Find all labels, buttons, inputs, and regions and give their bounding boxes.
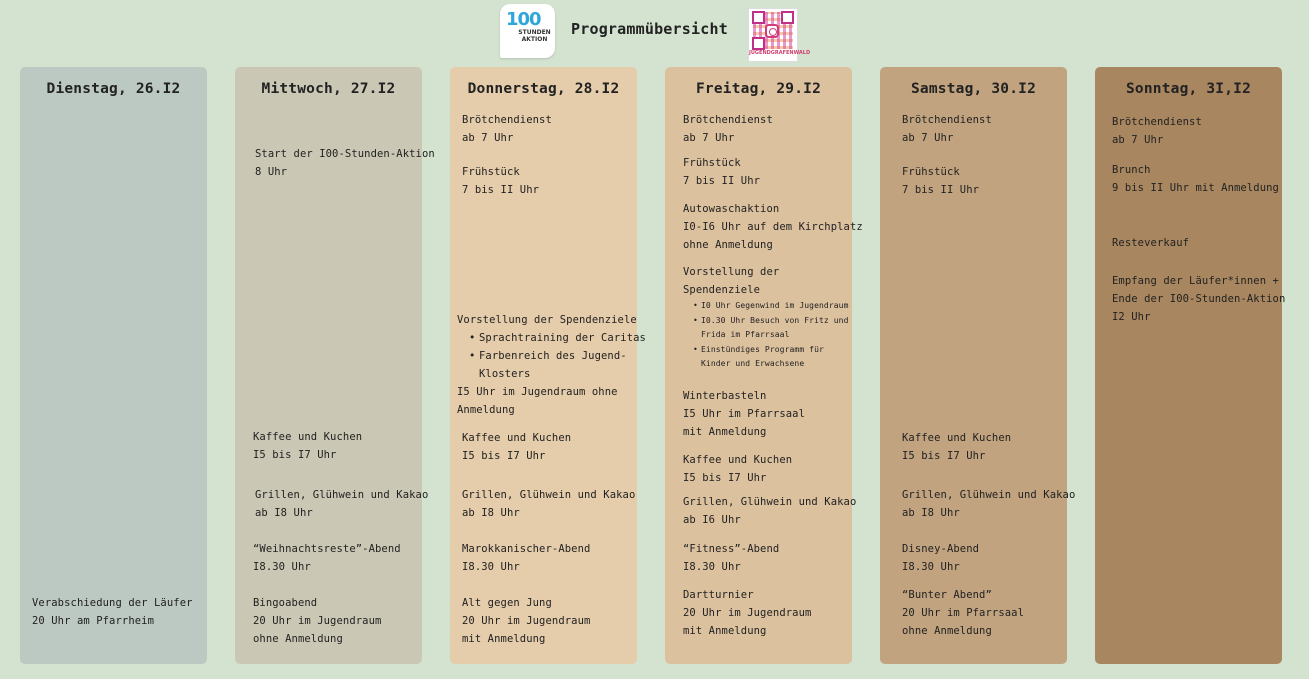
event-item (902, 429, 1011, 465)
event-detail: I5 bis I7 Uhr (902, 450, 986, 462)
event-title: Frühstück (462, 166, 520, 178)
event-detail: ohne Anmeldung (253, 633, 343, 645)
event-detail: I5 Uhr im Jugendraum ohne (457, 386, 618, 398)
event-detail: I8.30 Uhr (253, 561, 311, 573)
event-item (902, 486, 1075, 522)
day-title: Sonntag, 3I,I2 (1125, 81, 1252, 97)
event-item (683, 586, 811, 640)
bullet-item: Frida im Pfarrsaal (701, 330, 790, 339)
qr-code (748, 8, 811, 62)
day-title: Mittwoch, 27.I2 (261, 81, 396, 97)
event-title: Kaffee und Kuchen (462, 432, 572, 444)
event-title: Kaffee und Kuchen (683, 454, 793, 466)
event-title: Start der I00-Stunden-Aktion (255, 148, 435, 160)
logo (500, 4, 555, 58)
event-title: Disney-Abend (902, 543, 980, 555)
event-detail: 20 Uhr im Jugendraum (462, 615, 591, 627)
event-title: Resteverkauf (1112, 237, 1190, 249)
event-item (253, 594, 381, 648)
event-item (462, 111, 552, 147)
event-detail: mit Anmeldung (683, 426, 767, 438)
event-title: Brötchendienst (462, 114, 552, 126)
event-title: Frühstück (683, 157, 741, 169)
event-item (683, 451, 792, 487)
day-column (1095, 67, 1286, 664)
event-detail: I8.30 Uhr (462, 561, 520, 573)
bullet-item: • I0 Uhr Gegenwind im Jugendraum (701, 299, 849, 314)
event-item (255, 486, 428, 522)
logo-number: 100 (506, 9, 541, 30)
event-detail: ab I6 Uhr (683, 514, 741, 526)
event-item (902, 163, 979, 199)
event-title: Kaffee und Kuchen (253, 431, 363, 443)
event-item (462, 594, 590, 648)
event-title: Kaffee und Kuchen (902, 432, 1012, 444)
event-detail: 7 bis II Uhr (683, 175, 761, 187)
event-item (255, 145, 435, 181)
bullet-item: • Sprachtraining der Caritas (479, 329, 646, 347)
event-detail: 9 bis II Uhr mit Anmeldung (1112, 182, 1279, 194)
event-title: Brötchendienst (1112, 116, 1202, 128)
day-column (20, 67, 207, 664)
event-detail: mit Anmeldung (683, 625, 767, 637)
event-item (683, 200, 863, 254)
event-item (683, 387, 805, 441)
event-item (683, 111, 773, 147)
event-detail: ab I8 Uhr (462, 507, 520, 519)
event-title: Alt gegen Jung (462, 597, 552, 609)
event-detail: 20 Uhr im Jugendraum (683, 607, 812, 619)
event-detail: ohne Anmeldung (902, 625, 992, 637)
event-detail: 20 Uhr am Pfarrheim (32, 615, 155, 627)
event-detail: 20 Uhr im Jugendraum (253, 615, 382, 627)
event-title: Brötchendienst (683, 114, 773, 126)
event-item (32, 594, 193, 630)
event-item (683, 540, 779, 576)
event-detail: ab 7 Uhr (683, 132, 735, 144)
day-title: Samstag, 30.I2 (910, 81, 1037, 97)
event-item (253, 428, 362, 464)
event-title: Bingoabend (253, 597, 318, 609)
event-detail: ab 7 Uhr (462, 132, 514, 144)
day-column (450, 67, 646, 664)
event-item (462, 540, 590, 576)
event-title: Winterbasteln (683, 390, 767, 402)
logo-text: STUNDEN AKTION (518, 29, 551, 43)
event-detail: 7 bis II Uhr (462, 184, 540, 196)
event-detail: 20 Uhr im Pfarrsaal (902, 607, 1025, 619)
event-title: Brunch (1112, 164, 1151, 176)
event-item (1112, 113, 1202, 149)
bullet-item: Kinder und Erwachsene (701, 359, 805, 368)
instagram-icon (765, 24, 779, 38)
event-title: Vorstellung der Spendenziele (457, 314, 637, 326)
event-detail: I0-I6 Uhr auf dem Kirchplatz (683, 221, 863, 233)
event-detail: ab I8 Uhr (255, 507, 313, 519)
event-detail: Anmeldung (457, 404, 515, 416)
event-detail: Ende der I00-Stunden-Aktion (1112, 293, 1286, 305)
event-title: “Weihnachtsreste”-Abend (253, 543, 401, 555)
event-title: Verabschiedung der Läufer (32, 597, 193, 609)
event-title: Empfang der Läufer*innen + (1112, 275, 1279, 287)
event-title: Marokkanischer-Abend (462, 543, 591, 555)
day-title: Donnerstag, 28.I2 (467, 81, 620, 97)
event-item (462, 163, 539, 199)
event-item (683, 493, 856, 529)
bullet-list (683, 299, 849, 372)
event-item (902, 586, 1024, 640)
event-detail: I8.30 Uhr (683, 561, 741, 573)
event-detail: 7 bis II Uhr (902, 184, 980, 196)
event-title: “Fitness”-Abend (683, 543, 780, 555)
day-title: Freitag, 29.I2 (695, 81, 822, 97)
event-item (1112, 272, 1285, 326)
event-title: Grillen, Glühwein und Kakao (902, 489, 1076, 501)
event-title: Grillen, Glühwein und Kakao (462, 489, 636, 501)
event-title: Grillen, Glühwein und Kakao (683, 496, 857, 508)
event-detail: I5 Uhr im Pfarrsaal (683, 408, 806, 420)
event-item (462, 486, 635, 522)
event-detail: I8.30 Uhr (902, 561, 960, 573)
event-title: Vorstellung der (683, 266, 780, 278)
event-item (683, 154, 760, 190)
event-detail: mit Anmeldung (462, 633, 546, 645)
bullet-item: • Farbenreich des Jugend- (479, 347, 646, 365)
event-item (457, 311, 646, 419)
qr-caption: JUGENDGRAFENWALD (749, 50, 811, 56)
bullet-item: Klosters (479, 368, 531, 380)
event-title: Dartturnier (683, 589, 754, 601)
event-detail: I5 bis I7 Uhr (253, 449, 337, 461)
event-detail: ab 7 Uhr (902, 132, 954, 144)
event-title: Brötchendienst (902, 114, 992, 126)
event-detail: ab I8 Uhr (902, 507, 960, 519)
event-item (1112, 234, 1189, 252)
bullet-item: • Einstündiges Programm für (701, 343, 849, 358)
event-detail: ohne Anmeldung (683, 239, 773, 251)
day-title: Dienstag, 26.I2 (46, 81, 181, 97)
event-item (902, 540, 979, 576)
event-detail: I5 bis I7 Uhr (683, 472, 767, 484)
event-item (462, 429, 571, 465)
event-title: Grillen, Glühwein und Kakao (255, 489, 429, 501)
event-detail: ab 7 Uhr (1112, 134, 1164, 146)
day-column (235, 67, 435, 664)
event-title: “Bunter Abend” (902, 589, 992, 601)
day-column (665, 67, 863, 664)
event-title: Frühstück (902, 166, 960, 178)
day-column (880, 67, 1076, 664)
event-item (1112, 161, 1279, 197)
event-item (683, 263, 849, 372)
bullet-item: • I0.30 Uhr Besuch von Fritz und (701, 314, 849, 329)
event-detail: I2 Uhr (1112, 311, 1151, 323)
event-item (902, 111, 992, 147)
event-item (253, 540, 401, 576)
event-detail: I5 bis I7 Uhr (462, 450, 546, 462)
bullet-list (457, 329, 646, 383)
event-detail: 8 Uhr (255, 166, 288, 178)
page-title: Programmübersicht (571, 20, 728, 38)
event-detail: Spendenziele (683, 284, 761, 296)
event-title: Autowaschaktion (683, 203, 780, 215)
